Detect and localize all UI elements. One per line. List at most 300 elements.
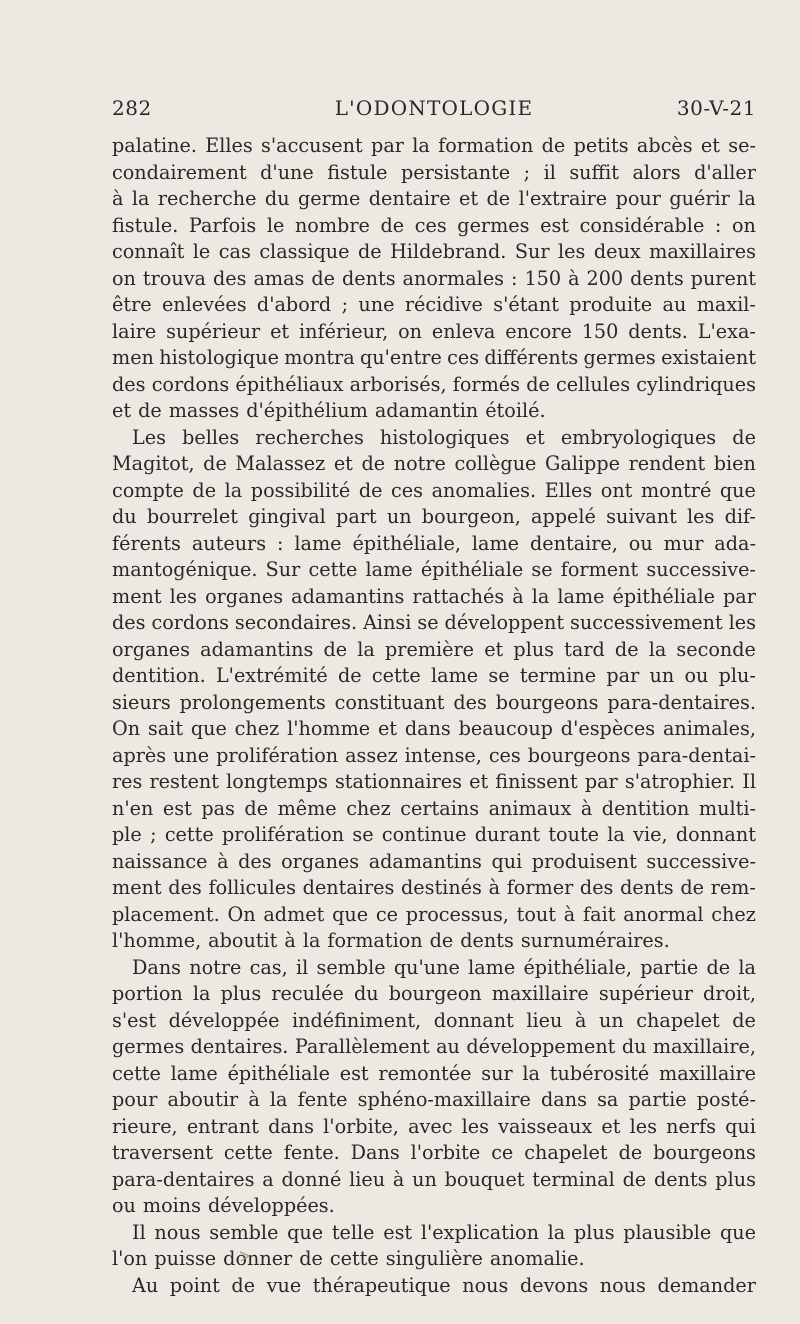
word: ; bbox=[523, 160, 531, 184]
word: plus bbox=[573, 1220, 615, 1244]
word: termine bbox=[519, 664, 597, 687]
word: prolongements bbox=[179, 690, 326, 714]
word: qui bbox=[491, 849, 523, 873]
word: de bbox=[622, 1167, 647, 1191]
word: nous bbox=[154, 1220, 201, 1244]
word: indéfiniment, bbox=[292, 1008, 422, 1032]
word: un bbox=[598, 1008, 624, 1032]
page-number: 282 bbox=[112, 96, 152, 120]
text-line bbox=[112, 451, 756, 478]
word: maxillaire bbox=[659, 1061, 756, 1085]
word: Magitot, bbox=[112, 452, 195, 475]
word: l'orbite bbox=[410, 1141, 481, 1164]
word: les bbox=[169, 584, 198, 608]
word: et bbox=[484, 637, 504, 661]
word: continue bbox=[381, 823, 467, 846]
word: différents bbox=[484, 346, 579, 369]
word: abcès bbox=[636, 134, 693, 157]
word: et bbox=[270, 319, 290, 343]
word: par bbox=[606, 664, 640, 687]
word: que bbox=[719, 1220, 756, 1244]
word: est bbox=[162, 796, 192, 820]
word: res bbox=[112, 770, 143, 793]
word: thérapeutique bbox=[312, 1273, 451, 1297]
text-line bbox=[112, 478, 756, 505]
word: une bbox=[173, 743, 210, 767]
word: la bbox=[547, 1220, 566, 1244]
word: encore bbox=[505, 319, 572, 343]
word: donnant bbox=[433, 1008, 514, 1032]
word: par bbox=[722, 584, 756, 608]
word: dents bbox=[460, 929, 514, 952]
word: plus bbox=[513, 637, 555, 661]
word: aboutir bbox=[167, 1088, 239, 1111]
word: lame bbox=[365, 558, 413, 581]
text-line bbox=[112, 610, 756, 637]
word: produite bbox=[569, 293, 653, 316]
word: à bbox=[488, 876, 501, 899]
word: d'espèces bbox=[560, 717, 656, 740]
word: bouquet bbox=[444, 1167, 525, 1191]
word: cellules bbox=[556, 372, 631, 396]
word: destinés bbox=[400, 876, 482, 899]
word: ou bbox=[628, 531, 653, 555]
word: des bbox=[212, 266, 247, 290]
word: qui bbox=[725, 1114, 756, 1138]
word: développées. bbox=[208, 1194, 335, 1217]
word: lieu bbox=[526, 1008, 563, 1032]
word: 150 bbox=[524, 266, 562, 290]
word: dentaires bbox=[302, 876, 395, 899]
word: compte bbox=[112, 478, 184, 502]
word: se- bbox=[728, 134, 756, 157]
word: adamantins bbox=[200, 637, 314, 661]
word: alors bbox=[632, 160, 681, 184]
word: Sur bbox=[265, 558, 301, 581]
word: les bbox=[687, 505, 715, 528]
text-line bbox=[112, 372, 756, 399]
word: de bbox=[192, 478, 217, 502]
word: toute bbox=[548, 823, 600, 846]
word: de bbox=[338, 664, 362, 687]
word: singulière bbox=[385, 1247, 483, 1270]
word: palatine. bbox=[112, 134, 197, 157]
word: Hildebrand. bbox=[390, 240, 507, 263]
word: nerfs bbox=[666, 1114, 716, 1138]
word: ces bbox=[391, 478, 423, 502]
word: d'une bbox=[260, 160, 314, 184]
word: à bbox=[217, 849, 229, 873]
word: de bbox=[541, 134, 566, 157]
word: et bbox=[525, 425, 545, 449]
word: dans bbox=[541, 1088, 587, 1111]
word: maxillaires bbox=[649, 240, 756, 263]
word: des bbox=[579, 876, 614, 899]
word: bourgeons bbox=[527, 743, 631, 767]
word: donné bbox=[281, 1167, 342, 1191]
word: 150 bbox=[581, 319, 619, 343]
word: s'atrophier. bbox=[624, 770, 736, 793]
word: prolifération bbox=[216, 743, 339, 767]
word: produisent bbox=[531, 849, 637, 873]
word: maxil- bbox=[696, 293, 756, 316]
word: rieure, bbox=[112, 1114, 178, 1138]
word: entrant bbox=[186, 1114, 259, 1138]
word: à bbox=[563, 902, 576, 926]
word: cette bbox=[112, 1061, 161, 1085]
word: dents bbox=[653, 1167, 708, 1191]
word: même bbox=[277, 796, 337, 820]
word: chez bbox=[234, 717, 280, 740]
word: de bbox=[357, 240, 382, 263]
word: placement. bbox=[112, 902, 220, 926]
word: adamantins bbox=[291, 584, 405, 608]
issue-date: 30-V-21 bbox=[676, 96, 756, 120]
word: surnuméraires. bbox=[520, 929, 670, 952]
word: sa bbox=[597, 1088, 619, 1111]
word: Sur bbox=[514, 240, 550, 263]
word: les bbox=[461, 1114, 489, 1138]
word: de bbox=[614, 637, 639, 661]
word: Malassez bbox=[235, 452, 326, 475]
text-line bbox=[112, 1273, 756, 1300]
word: lame bbox=[557, 584, 605, 608]
word: arborisés, bbox=[349, 372, 447, 396]
word: lame bbox=[468, 955, 516, 979]
word: formés bbox=[452, 372, 520, 396]
word: ment bbox=[112, 584, 162, 608]
word: certains bbox=[400, 796, 480, 820]
word: admet bbox=[263, 902, 325, 926]
word: dents bbox=[620, 876, 674, 899]
word: s'accusent bbox=[261, 134, 363, 157]
word: fait bbox=[583, 902, 616, 926]
word: chapelet bbox=[524, 1141, 608, 1164]
word: de bbox=[358, 478, 383, 502]
word: rem- bbox=[710, 876, 756, 899]
word: notre bbox=[189, 955, 242, 979]
word: masses bbox=[168, 399, 240, 422]
word: dents. bbox=[628, 319, 688, 343]
word: dents bbox=[341, 266, 396, 290]
word: donner bbox=[223, 1247, 293, 1270]
word: épithéliale, bbox=[352, 531, 461, 555]
word: trouva bbox=[142, 266, 206, 290]
word: épithéliale bbox=[420, 558, 524, 581]
word: cas bbox=[218, 240, 251, 263]
word: ou bbox=[684, 664, 709, 687]
word: cette bbox=[164, 823, 214, 846]
word: germes bbox=[583, 346, 656, 369]
word: bourgeon bbox=[388, 982, 482, 1005]
word: fente bbox=[297, 1088, 348, 1111]
word: par bbox=[584, 770, 618, 793]
word: montré bbox=[640, 478, 712, 502]
word: dentaire bbox=[368, 187, 451, 210]
word: développent bbox=[444, 611, 565, 634]
text-line bbox=[112, 531, 756, 558]
word: mantogénique. bbox=[112, 558, 258, 581]
word: successive- bbox=[646, 849, 756, 873]
word: de bbox=[361, 452, 386, 475]
word: que bbox=[719, 478, 756, 502]
word: il bbox=[295, 955, 309, 979]
word: 200 bbox=[586, 266, 624, 290]
word: chapelet bbox=[636, 1008, 720, 1032]
word: bien bbox=[713, 452, 756, 475]
word: sait bbox=[147, 717, 184, 740]
word: ont bbox=[600, 478, 633, 502]
word: on bbox=[112, 266, 136, 290]
word: Dans bbox=[132, 955, 182, 979]
word: germes bbox=[457, 213, 530, 237]
word: donnant bbox=[675, 823, 756, 846]
word: l'homme bbox=[287, 717, 371, 740]
text-line bbox=[112, 186, 756, 213]
word: men bbox=[112, 346, 154, 369]
word: de bbox=[323, 637, 348, 661]
word: la bbox=[522, 1061, 540, 1085]
word: de bbox=[311, 266, 335, 290]
word: la bbox=[224, 478, 243, 502]
word: existaient bbox=[661, 346, 756, 369]
word: aboutit bbox=[208, 929, 278, 952]
text-line bbox=[112, 213, 756, 240]
word: reculée bbox=[271, 982, 344, 1005]
word: Dans bbox=[350, 1141, 400, 1164]
word: de bbox=[244, 796, 269, 820]
word: histologiques bbox=[379, 425, 510, 449]
word: pour bbox=[112, 1088, 158, 1111]
word: naissance bbox=[112, 849, 208, 873]
word: première bbox=[385, 637, 475, 661]
word: lame bbox=[170, 1061, 218, 1085]
word: sphéno-maxillaire bbox=[357, 1088, 531, 1111]
word: rendent bbox=[628, 452, 706, 475]
word: épithéliale bbox=[612, 584, 715, 608]
word: la bbox=[738, 187, 756, 210]
word: para-dentai- bbox=[637, 743, 756, 767]
word: nous bbox=[462, 1273, 509, 1297]
word: plus bbox=[220, 982, 262, 1005]
word: secondaires. bbox=[234, 611, 358, 634]
word: ; bbox=[150, 823, 157, 846]
word: amas bbox=[253, 266, 305, 290]
word: étoilé. bbox=[485, 399, 546, 422]
word: part bbox=[336, 505, 377, 528]
text-line bbox=[112, 743, 756, 770]
word: un bbox=[412, 1167, 437, 1191]
word: au bbox=[436, 1035, 460, 1058]
word: animales, bbox=[662, 717, 756, 740]
text-line bbox=[112, 716, 756, 743]
word: tard bbox=[564, 637, 605, 661]
word: Elles bbox=[544, 478, 593, 502]
word: des bbox=[453, 690, 487, 714]
word: nombre bbox=[294, 213, 370, 237]
word: droit, bbox=[703, 982, 756, 1005]
word: de bbox=[203, 452, 227, 475]
word: lieu bbox=[349, 1167, 386, 1191]
text-line bbox=[112, 902, 756, 929]
word: former bbox=[506, 876, 574, 899]
word: : bbox=[714, 213, 722, 237]
word: on bbox=[398, 319, 422, 343]
word: ment bbox=[112, 876, 162, 899]
word: dentaire, bbox=[529, 531, 618, 555]
word: et bbox=[700, 134, 720, 157]
word: un bbox=[386, 505, 412, 528]
word: l'on bbox=[112, 1247, 148, 1270]
word: traversent bbox=[112, 1141, 213, 1164]
word: ce bbox=[491, 1141, 514, 1164]
text-line bbox=[112, 637, 756, 664]
word: qu'une bbox=[393, 955, 460, 979]
word: notre bbox=[393, 452, 446, 475]
word: supérieur bbox=[166, 319, 261, 343]
word: avec bbox=[408, 1114, 453, 1138]
word: de bbox=[429, 929, 454, 952]
word: que bbox=[332, 902, 369, 926]
word: est bbox=[339, 1061, 369, 1085]
word: et bbox=[469, 770, 489, 793]
word: dentaires. bbox=[190, 1035, 289, 1058]
text-line bbox=[112, 690, 756, 717]
word: supérieur bbox=[598, 982, 693, 1005]
word: bourgeon, bbox=[421, 505, 521, 528]
word: dans bbox=[404, 717, 451, 740]
word: une bbox=[358, 293, 395, 316]
word: recherches bbox=[255, 425, 364, 449]
word: au bbox=[662, 293, 687, 316]
word: est bbox=[540, 213, 570, 237]
word: lame bbox=[431, 664, 479, 687]
word: la bbox=[131, 187, 150, 210]
word: organes bbox=[112, 637, 191, 661]
word: constituant bbox=[334, 690, 445, 714]
text-line bbox=[112, 875, 756, 902]
text-line bbox=[112, 1246, 756, 1273]
word: n'en bbox=[112, 796, 154, 820]
word: auteurs bbox=[191, 531, 267, 555]
word: à bbox=[568, 266, 580, 290]
word: d'abord bbox=[256, 293, 332, 316]
word: enleva bbox=[431, 319, 496, 343]
word: anormal bbox=[623, 902, 704, 926]
word: suffit bbox=[569, 160, 619, 184]
word: de bbox=[486, 187, 511, 210]
word: vaisseaux bbox=[498, 1114, 593, 1138]
word: être bbox=[112, 293, 152, 316]
word: le bbox=[192, 240, 211, 263]
word: les bbox=[629, 1114, 657, 1138]
word: Elles bbox=[205, 134, 253, 157]
word: formation bbox=[327, 929, 423, 952]
word: persistante bbox=[400, 160, 511, 184]
word: semble bbox=[316, 955, 386, 979]
word: de bbox=[299, 1247, 323, 1270]
word: la bbox=[648, 637, 667, 661]
word: On bbox=[227, 902, 256, 926]
word: assez bbox=[345, 743, 398, 767]
word: de bbox=[680, 876, 704, 899]
word: considérable bbox=[579, 213, 705, 237]
word: cordons bbox=[151, 372, 230, 396]
text-line bbox=[112, 239, 756, 266]
text-line bbox=[112, 928, 756, 955]
word: à bbox=[512, 584, 524, 608]
word: dans bbox=[268, 1114, 315, 1138]
word: cette bbox=[223, 1141, 273, 1164]
word: ce bbox=[375, 902, 398, 926]
word: ces bbox=[414, 213, 447, 237]
word: L'extrémité bbox=[215, 664, 328, 687]
word: plu- bbox=[718, 664, 756, 687]
word: et bbox=[112, 399, 132, 422]
word: ces bbox=[488, 743, 521, 767]
word: de bbox=[618, 1141, 643, 1164]
word: bourrelet bbox=[146, 505, 238, 528]
word: processus, bbox=[405, 902, 509, 926]
word: histologique bbox=[159, 346, 279, 369]
running-header bbox=[112, 96, 756, 120]
word: de bbox=[732, 425, 756, 449]
word: Parfois bbox=[188, 213, 257, 237]
word: maxillaire, bbox=[652, 1035, 756, 1058]
text-line bbox=[112, 292, 756, 319]
word: chez bbox=[346, 796, 391, 820]
word: classique bbox=[259, 240, 350, 263]
word: vie, bbox=[633, 823, 668, 846]
text-line bbox=[112, 1167, 756, 1194]
word: : bbox=[511, 266, 518, 290]
word: l'homme, bbox=[112, 929, 202, 952]
word: par bbox=[371, 134, 404, 157]
word: à bbox=[112, 187, 124, 210]
word: bourgeons bbox=[653, 1141, 756, 1164]
word: de bbox=[706, 955, 731, 979]
word: devons bbox=[519, 1273, 589, 1297]
word: d'épithélium bbox=[246, 399, 368, 422]
word: tout bbox=[516, 902, 557, 926]
word: de bbox=[526, 372, 550, 396]
word: intense, bbox=[404, 743, 482, 767]
word: la bbox=[412, 134, 430, 157]
word: des bbox=[168, 876, 202, 899]
word: des bbox=[112, 611, 146, 634]
text-line bbox=[112, 584, 756, 611]
word: Ainsi bbox=[363, 611, 412, 634]
word: sieurs bbox=[112, 690, 171, 714]
article-body bbox=[112, 133, 756, 1299]
word: restent bbox=[149, 770, 219, 793]
word: chez bbox=[711, 902, 756, 926]
text-line bbox=[112, 796, 756, 823]
word: enlevées bbox=[161, 293, 247, 316]
word: moins bbox=[142, 1194, 202, 1217]
word: après bbox=[112, 743, 167, 767]
word: pas bbox=[201, 796, 235, 820]
word: successive- bbox=[646, 558, 756, 581]
word: partie bbox=[628, 1088, 687, 1111]
word: stationnaires bbox=[334, 770, 462, 793]
word: dif- bbox=[724, 505, 756, 528]
word: guérir bbox=[669, 187, 730, 210]
word: et bbox=[601, 1114, 621, 1138]
word: cette bbox=[308, 558, 358, 581]
word: portion bbox=[112, 982, 183, 1005]
word: para-dentaires. bbox=[607, 690, 756, 714]
